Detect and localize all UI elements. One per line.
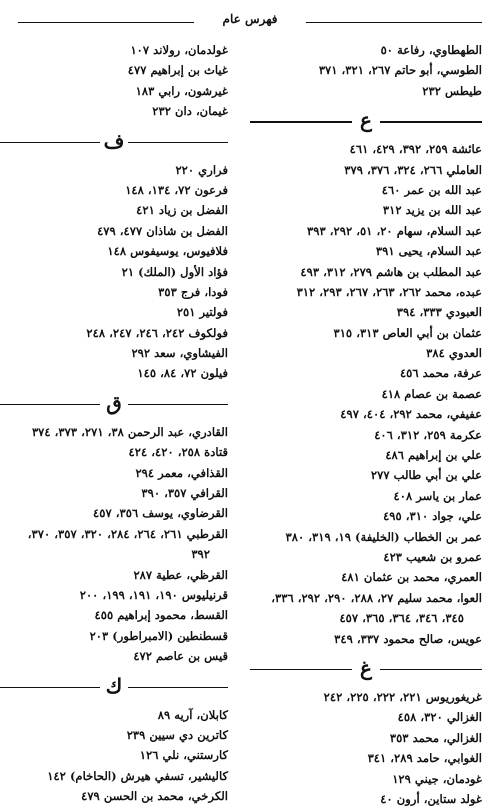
index-entry: العاملي ٢٦٦، ٣٢٤، ٣٧٦، ٣٧٩ [344,162,482,177]
letter-divider [0,128,228,156]
index-entry: الطوسي، أبو حاتم ٢٦٧، ٣٢١، ٣٧١ [318,63,482,78]
divider-rule [0,404,100,405]
index-entry: فرعون ٧٢، ١٣٤، ١٤٨ [125,182,228,197]
index-entry: فودا، فرج ٣٥٣ [158,284,228,299]
index-entry: عمرو بن شعيب ٤٢٣ [383,549,482,564]
index-column-left [0,40,228,807]
index-entry: عكرمة ٢٥٩، ٣١٢، ٤٠٦ [374,427,482,442]
index-entry: علي بن أبي طالب ٢٧٧ [370,468,482,483]
section-letter: ع [360,108,372,133]
index-entry: كاترين دي سيين ٢٣٩ [126,727,228,742]
index-entry: القرطبي ٢٦١، ٢٦٤، ٢٨٤، ٣٢٠، ٣٥٧، ٣٧٠، [27,526,228,541]
index-entry: القرافي ٣٥٧، ٣٩٠ [141,486,228,501]
index-entry: الكرخي، محمد بن الحسن ٤٧٩ [81,789,228,804]
index-entry: الغزالي ٣٢٠، ٤٥٨ [397,710,482,725]
divider-rule [0,142,100,143]
index-entry: القادري، عبد الرحمن ٣٨، ٢٧١، ٣٧٣، ٣٧٤ [31,424,228,439]
index-entry-continuation: ٣٤٥، ٣٤٦، ٣٦٤، ٣٦٥، ٤٥٧ [339,611,464,626]
header-title: فهرس عام [222,12,278,26]
index-entry: عفيفي، محمد ٢٩٢، ٤٠٤، ٤٩٧ [340,407,482,422]
index-entry: عرفة، محمد ٤٥٦ [399,366,482,381]
letter-divider [0,390,228,418]
index-entry: الفضل بن زياد ٤٢١ [136,203,228,218]
section-letter: ق [106,390,122,415]
index-entry: الفضل بن شاذان ٤٧٧، ٤٧٩ [97,223,228,238]
index-entry: عبد الله بن عمر ٤٦٠ [381,182,482,197]
index-entry: عبد السلام، سهام ٢٠، ٥١، ٢٩٢، ٣٩٣ [307,223,482,238]
index-entry: قسطنطين (الامبراطور) ٢٠٣ [89,628,228,643]
index-entry: الغوابي، حامد ٢٨٩، ٣٤١ [367,751,482,766]
index-entry: قتادة ٢٥٨، ٤٢٠، ٤٢٤ [128,445,228,460]
index-entry: عمار بن ياسر ٤٠٨ [393,488,482,503]
index-entry: علي بن إبراهيم ٤٨٦ [385,448,482,463]
index-entry: فؤاد الأول (الملك) ٢١ [121,264,228,279]
index-entry: القرضاوي، يوسف ٣٥٦، ٤٥٧ [93,506,228,521]
index-entry: كارستني، نلي ١٢٦ [139,748,228,763]
divider-rule [250,121,352,122]
index-entry: العوا، محمد سليم ٢٧، ٢٨٨، ٢٩٠، ٢٩٢، ٣٣٦، [271,590,482,605]
letter-divider [250,107,482,135]
index-entry: عمر بن الخطاب (الخليفة) ١٩، ٣١٩، ٣٨٠ [285,529,482,544]
index-entry: كابلان، آريه ٨٩ [157,707,228,722]
index-entry: عثمان بن أبي العاص ٣١٣، ٣١٥ [333,325,482,340]
divider-rule [0,687,100,688]
index-entry-continuation: ٣٩٢ [191,547,210,562]
section-letter: ك [105,673,123,698]
index-entry: فراري ٢٢٠ [175,162,228,177]
index-entry: فيلون ٧٢، ٨٤، ١٤٥ [137,366,228,381]
index-entry: فلافيوس، يوسيفوس ١٤٨ [107,244,228,259]
index-entry: طيطس ٢٣٢ [422,83,482,98]
index-entry: غولدمان، رولاند ١٠٧ [130,43,228,57]
index-entry: فولتير ٢٥١ [176,305,228,320]
index-entry: فولكوف ٢٤٢، ٢٤٦، ٢٤٧، ٢٤٨ [86,325,228,340]
index-entry: كاليشير، تسفي هيرش (الحاخام) ١٤٢ [47,768,228,783]
index-entry: القسط، محمود إبراهيم ٤٥٥ [94,608,228,623]
index-entry: غيمان، دان ٢٣٢ [152,104,228,119]
header-rule-left [18,22,194,23]
index-entry: غودمان، جيني ١٢٩ [392,771,482,786]
index-entry: غولد ستاين، أرون ٤٠ [380,791,482,806]
index-entry: عبد الله بن يزيد ٣١٢ [382,203,482,218]
letter-divider [250,655,482,683]
index-entry: عصمة بن عصام ٤١٨ [381,386,482,401]
section-letter: غ [360,655,372,680]
index-entry: الفيشاوي، سعد ٢٩٢ [131,346,228,361]
index-entry: عويس، صالح محمود ٣٣٧، ٣٤٩ [334,631,482,646]
index-entry: علي، جواد ٣١٠، ٤٩٥ [383,509,482,524]
index-entry: العمري، محمد بن عثمان ٤٨١ [341,570,482,585]
letter-divider [0,673,228,701]
index-entry: القذافي، معمر ٢٩٤ [135,465,228,480]
index-entry: عبده، محمد ٢٦٢، ٢٦٣، ٢٦٧، ٢٩٣، ٣١٢ [296,284,482,299]
index-entry: عبد السلام، يحيى ٣٩١ [375,244,482,259]
index-entry: عبد المطلب بن هاشم ٢٧٩، ٣١٢، ٤٩٣ [300,264,482,279]
index-column-right [250,40,482,809]
index-entry: غيرشون، رابي ١٨٣ [135,83,228,98]
section-letter: ف [103,128,125,153]
index-entry: العبودي ٣٣٣، ٣٩٤ [396,305,482,320]
index-entry: عائشة ٢٥٩، ٣٩٢، ٤٢٩، ٤٦١ [349,142,482,157]
index-entry: العدوي ٣٨٤ [426,346,482,361]
running-header [18,10,482,32]
index-entry: قرنيليوس ١٩٠، ١٩١، ١٩٩، ٢٠٠ [79,587,228,602]
index-entry: قيس بن عاصم ٤٧٢ [133,649,228,664]
index-entry: الغزالي، محمد ٣٥٣ [389,730,482,745]
index-entry: غياث بن إبراهيم ٤٧٧ [127,63,228,78]
index-entry: غريغوريوس ٢٢١، ٢٢٢، ٢٢٥، ٢٤٢ [323,689,482,704]
index-entry: الطهطاوي، رفاعة ٥٠ [380,43,482,57]
index-entry: القرظي، عطية ٢٨٧ [133,567,228,582]
divider-rule [250,669,352,670]
